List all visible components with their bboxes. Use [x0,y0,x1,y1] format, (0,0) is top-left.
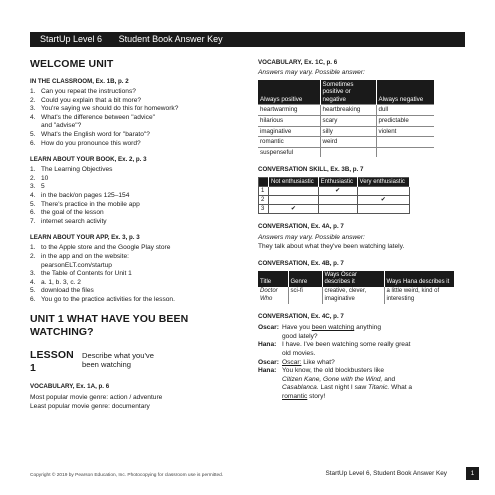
vocab1a-line: Least popular movie genre: documentary [30,403,150,411]
list-item: 4. in the back/on pages 125–154 [30,191,130,199]
column-header: Ways Oscar describes it [322,271,384,288]
list-item: 2. 10 [30,174,49,182]
conv4b-heading: CONVERSATION, Ex. 4B, p. 7 [258,259,344,267]
copyright-notice: Copyright © 2019 by Pearson Education, Inc. Photocopying for classroom use is permitted. [30,473,224,478]
list-item: pearsonELT.com/startup [41,261,112,269]
column-header: Title [258,271,288,288]
table-row: 1 ✔ [259,187,410,196]
list-item: 1. Can you repeat the instructions? [30,88,136,95]
column-header: Always negative [376,80,434,105]
list-item: 1. The Learning Objectives [30,166,113,174]
welcome-unit-title: WELCOME UNIT [30,58,114,70]
app-list [30,244,235,304]
header-level: StartUp Level 6 [40,34,103,44]
conv4a-heading: CONVERSATION, Ex. 4A, p. 7 [258,223,344,231]
book-list [30,166,235,226]
column-header: Always positive [258,80,320,105]
check-icon: ✔ [318,187,357,196]
list-item: 6. the goal of the lesson [30,209,104,217]
header-doc-title: Student Book Answer Key [118,34,223,44]
list-item: 7. internet search activity [30,217,107,225]
dialog-line: Oscar: Oscar: Like what? [258,358,335,366]
conv4a-answer: They talk about what they've been watching lately. [258,242,405,250]
conv4c-heading: CONVERSATION, Ex. 4C, p. 7 [258,313,344,321]
vocab1c-heading: VOCABULARY, Ex. 1C, p. 6 [258,59,338,66]
table-row: hilarious scary predictable [258,115,434,126]
list-item: 2. Could you explain that a bit more? [30,96,142,104]
header-bar [30,32,465,47]
table-row: suspenseful [258,147,434,157]
speaker-label: Hana: [258,341,277,349]
check-icon: ✔ [269,205,319,214]
classroom-heading: IN THE CLASSROOM, Ex. 1B, p. 2 [30,78,129,85]
column-header: Not enthusiastic [269,178,319,187]
header-title [40,33,223,46]
conv4a-note: Answers may vary. Possible answer: [258,234,365,242]
list-item: 6. How do you pronounce this word? [30,139,141,147]
list-item: 3. 5 [30,183,45,191]
right-column [258,55,466,402]
lesson-label: LESSON 1 [30,349,74,375]
dialog-line: Hana: I have. I've been watching some really great old movies. [258,341,411,357]
vocab1c-note: Answers may vary. Possible answer: [258,69,365,76]
dialog-line: Oscar: Have you been watching anything good lately? [258,324,381,340]
dialog [258,324,466,401]
skill3b-heading: CONVERSATION SKILL, Ex. 3B, p. 7 [258,166,364,174]
lesson-header [30,349,235,375]
book-heading: LEARN ABOUT YOUR BOOK, Ex. 2, p. 3 [30,156,147,164]
left-column [30,55,235,412]
vocab1a-line: Most popular movie genre: action / adventure [30,394,163,402]
running-footer: StartUp Level 6, Student Book Answer Key [325,470,447,477]
classroom-list [30,88,235,148]
list-item: 2. in the app and on the website: [30,252,129,260]
list-item: 4. a. 1, b. 3, c. 2 [30,278,81,286]
speaker-label: Oscar: [258,324,279,332]
column-header: Genre [288,271,322,288]
list-item: 5. download the files [30,287,94,295]
list-item: 3. You're saying we should do this for homework? [30,105,179,113]
table-row: 2 ✔ [259,196,410,205]
column-header: Very enthusiastic [357,178,409,187]
table-header-row [258,80,434,105]
unit1-title: UNIT 1 WHAT HAVE YOU BEEN WATCHING? [30,313,189,339]
column-header: Ways Hana describes it [384,271,454,288]
list-item: 1. to the Apple store and the Google Play store [30,244,171,252]
list-item: 4. What's the difference between "advice" [30,113,155,121]
column-header: Enthusiastic [318,178,357,187]
list-item: and "advise"? [41,122,82,130]
list-item: 5. What's the English word for "barato"? [30,130,150,138]
enthusiasm-table [258,177,410,214]
table-row: Doctor Who sci-fi creative, clever, imaginative a little weird, kind of interesting [258,287,454,304]
table-row: 3 ✔ [259,205,410,214]
table-header-row [259,178,410,187]
table-header-row [258,271,454,288]
vocab-table [258,80,434,158]
check-icon: ✔ [357,196,409,205]
app-heading: LEARN ABOUT YOUR APP, Ex. 3, p. 3 [30,234,140,242]
vocab1a-heading: VOCABULARY, Ex. 1A, p. 6 [30,383,110,391]
page-number: 1 [466,467,479,480]
lesson-description: Describe what you've been watching [82,351,154,370]
table-row: imaginative silly violent [258,126,434,137]
list-item: 5. There's practice in the mobile app [30,200,140,208]
speaker-label: Hana: [258,367,277,375]
column-header: Sometimes positive or negative [320,80,376,105]
list-item: 3. the Table of Contents for Unit 1 [30,270,132,278]
speaker-label: Oscar: [258,358,279,366]
dialog-line: Hana: You know, the old blockbusters like Citizen Kane, Gone with the Wind, and Casablanca. Last night I saw Titanic. What a romantic story! [258,367,413,400]
list-item: 6. You go to the practice activities for the lesson. [30,295,175,303]
table-row: romantic weird [258,137,434,148]
table-row: heartwarming heartbreaking dull [258,105,434,116]
film-table [258,271,454,305]
